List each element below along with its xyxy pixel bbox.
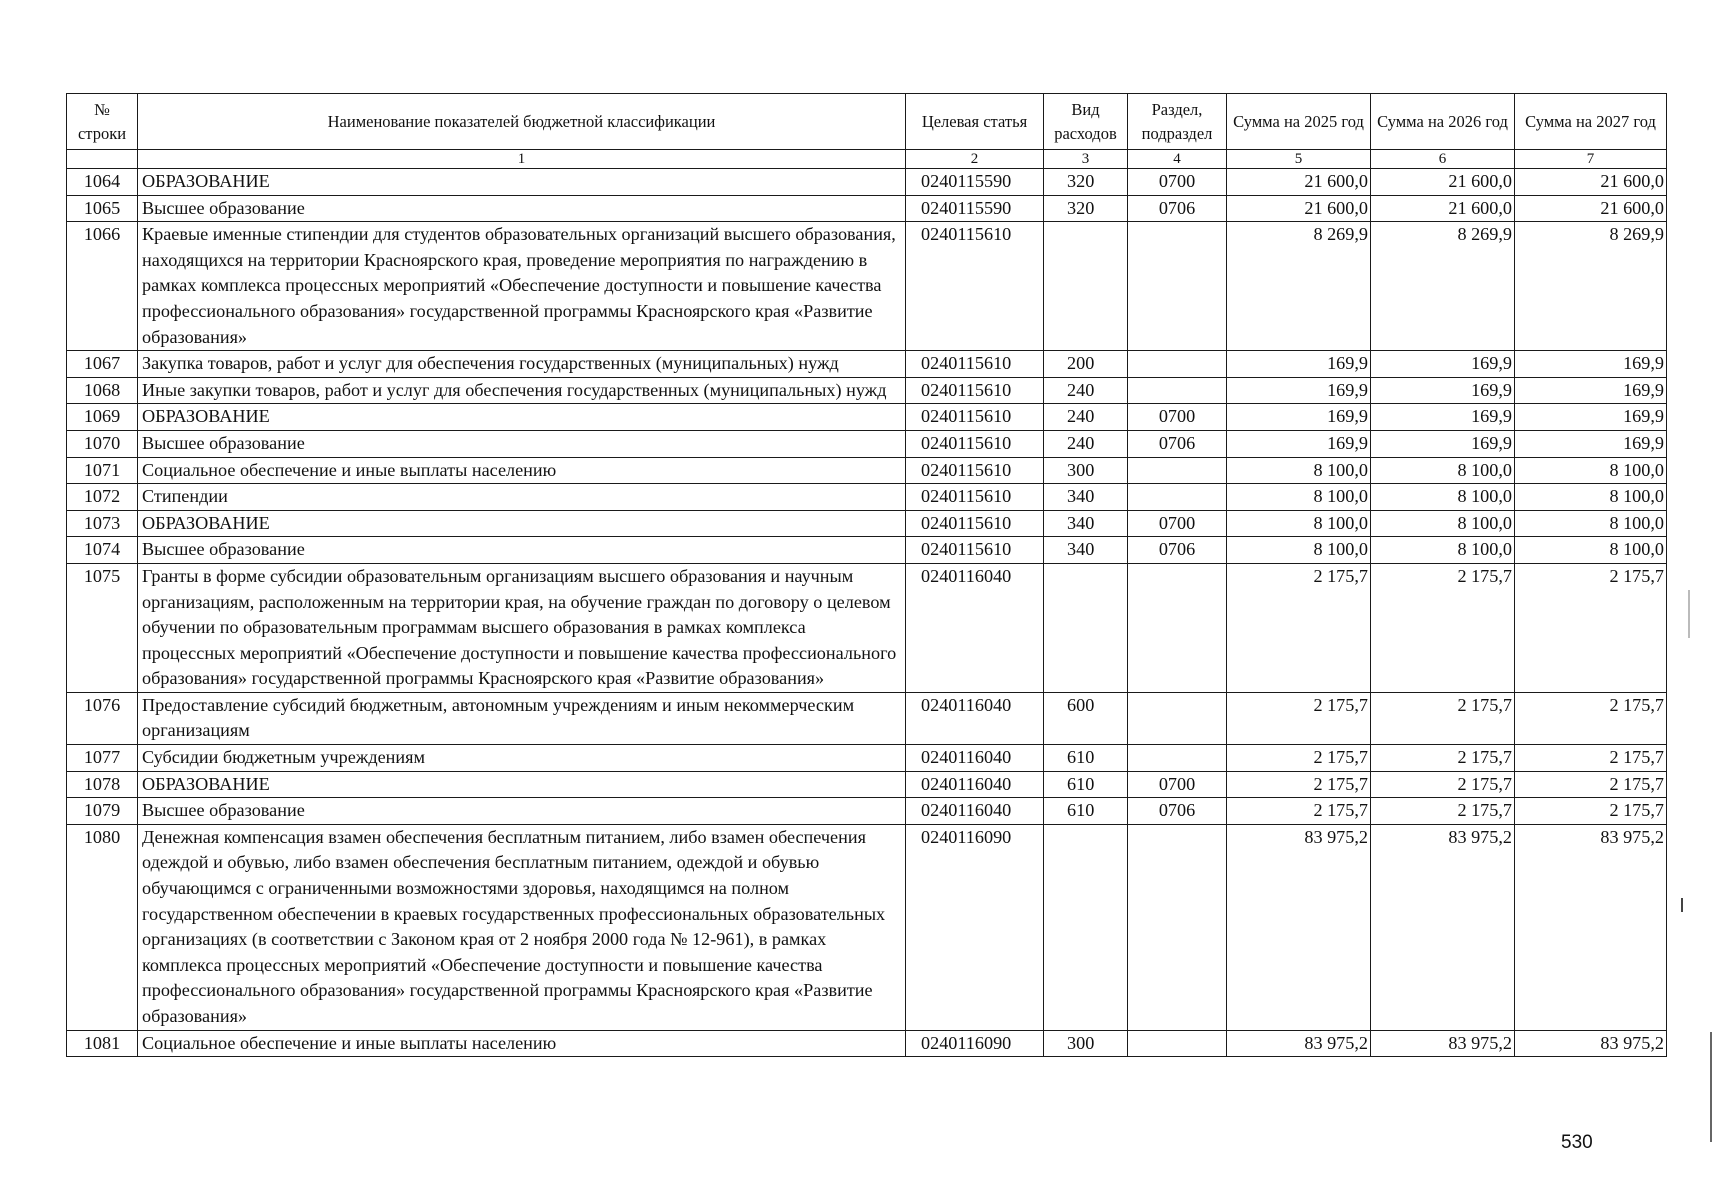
sum-2026: 83 975,2 [1371, 824, 1515, 1030]
section-code [1128, 824, 1227, 1030]
indicator-name: Краевые именные стипендии для студентов образовательных организаций высшего образования, находящихся на территории Красноярского края, проведение мероприятия по награждению в рамках комплекса процессных мероприятий «Обеспечение доступности и повышение качества профессионального образования» государственной программы Красноярского края «Развитие образования» [138, 222, 906, 351]
expense-type-code [1044, 563, 1128, 692]
sum-2025: 8 100,0 [1227, 510, 1371, 537]
header-sum-2026: Сумма на 2026 год [1371, 94, 1515, 150]
target-item-code: 0240115610 [906, 430, 1044, 457]
sum-2026: 8 100,0 [1371, 510, 1515, 537]
indicator-name: Высшее образование [138, 537, 906, 564]
sum-2025: 83 975,2 [1227, 1030, 1371, 1057]
sum-2026: 2 175,7 [1371, 798, 1515, 825]
section-code: 0700 [1128, 771, 1227, 798]
sum-2027: 2 175,7 [1515, 798, 1667, 825]
target-item-code: 0240115590 [906, 195, 1044, 222]
indicator-name: ОБРАЗОВАНИЕ [138, 169, 906, 196]
column-number: 7 [1515, 150, 1667, 169]
indicator-name: Денежная компенсация взамен обеспечения бесплатным питанием, либо взамен обеспечения одеждой и обувью, либо взамен обеспечения бесплатным питанием, одеждой и обувью обучающимся с ограниченными возможностями здоровья, находящимся на полном государственном обеспечении в краевых государственных профессиональных образовательных организациях (в соответствии с Законом края от 2 ноября 2000 года № 12-961), в рамках комплекса процессных мероприятий «Обеспечение доступности и повышение качества профессионального образования» государственной программы Красноярского края «Развитие образования» [138, 824, 906, 1030]
table-row [67, 745, 1667, 772]
expense-type-code: 320 [1044, 169, 1128, 196]
section-code [1128, 457, 1227, 484]
expense-type-code: 240 [1044, 377, 1128, 404]
table-row [67, 692, 1667, 744]
sum-2025: 2 175,7 [1227, 692, 1371, 744]
expense-type-code: 300 [1044, 457, 1128, 484]
sum-2027: 21 600,0 [1515, 195, 1667, 222]
budget-table [66, 93, 1667, 1057]
column-number-row [67, 150, 1667, 169]
sum-2027: 8 100,0 [1515, 537, 1667, 564]
section-code [1128, 377, 1227, 404]
row-number: 1066 [67, 222, 138, 351]
target-item-code: 0240115610 [906, 404, 1044, 431]
row-number: 1065 [67, 195, 138, 222]
indicator-name: ОБРАЗОВАНИЕ [138, 510, 906, 537]
indicator-name: Высшее образование [138, 195, 906, 222]
sum-2027: 2 175,7 [1515, 771, 1667, 798]
column-number: 3 [1044, 150, 1128, 169]
sum-2027: 21 600,0 [1515, 169, 1667, 196]
expense-type-code: 200 [1044, 351, 1128, 378]
scan-artifact [1681, 898, 1683, 912]
target-item-code: 0240116090 [906, 1030, 1044, 1057]
column-number: 2 [906, 150, 1044, 169]
expense-type-code: 610 [1044, 771, 1128, 798]
row-number: 1079 [67, 798, 138, 825]
indicator-name: ОБРАЗОВАНИЕ [138, 771, 906, 798]
sum-2025: 21 600,0 [1227, 195, 1371, 222]
scan-artifact [1710, 1032, 1712, 1142]
sum-2026: 169,9 [1371, 430, 1515, 457]
row-number: 1077 [67, 745, 138, 772]
header-indicator-name: Наименование показателей бюджетной классификации [138, 94, 906, 150]
header-sum-2027: Сумма на 2027 год [1515, 94, 1667, 150]
sum-2025: 2 175,7 [1227, 745, 1371, 772]
section-code: 0706 [1128, 430, 1227, 457]
expense-type-code: 340 [1044, 537, 1128, 564]
indicator-name: Стипендии [138, 484, 906, 511]
indicator-name: Предоставление субсидий бюджетным, автономным учреждениям и иным некоммерческим организациям [138, 692, 906, 744]
row-number: 1072 [67, 484, 138, 511]
indicator-name: Иные закупки товаров, работ и услуг для обеспечения государственных (муниципальных) нужд [138, 377, 906, 404]
column-number: 5 [1227, 150, 1371, 169]
table-row [67, 510, 1667, 537]
column-number: 1 [138, 150, 906, 169]
target-item-code: 0240115610 [906, 222, 1044, 351]
sum-2026: 2 175,7 [1371, 692, 1515, 744]
table-row [67, 430, 1667, 457]
table-row [67, 195, 1667, 222]
row-number: 1073 [67, 510, 138, 537]
sum-2027: 2 175,7 [1515, 692, 1667, 744]
section-code: 0706 [1128, 195, 1227, 222]
target-item-code: 0240115610 [906, 510, 1044, 537]
row-number: 1080 [67, 824, 138, 1030]
indicator-name: ОБРАЗОВАНИЕ [138, 404, 906, 431]
table-row [67, 563, 1667, 692]
sum-2026: 169,9 [1371, 377, 1515, 404]
table-row [67, 404, 1667, 431]
table-row [67, 771, 1667, 798]
header-target-item: Целевая статья [906, 94, 1044, 150]
sum-2027: 8 100,0 [1515, 510, 1667, 537]
section-code: 0700 [1128, 404, 1227, 431]
header-section: Раздел, подраздел [1128, 94, 1227, 150]
expense-type-code: 340 [1044, 484, 1128, 511]
expense-type-code: 240 [1044, 404, 1128, 431]
sum-2025: 8 100,0 [1227, 484, 1371, 511]
column-number: 6 [1371, 150, 1515, 169]
section-code [1128, 484, 1227, 511]
expense-type-code: 610 [1044, 798, 1128, 825]
row-number: 1081 [67, 1030, 138, 1057]
target-item-code: 0240115590 [906, 169, 1044, 196]
sum-2027: 8 100,0 [1515, 484, 1667, 511]
sum-2027: 8 269,9 [1515, 222, 1667, 351]
target-item-code: 0240115610 [906, 377, 1044, 404]
section-code: 0700 [1128, 510, 1227, 537]
expense-type-code [1044, 222, 1128, 351]
table-row [67, 484, 1667, 511]
target-item-code: 0240116040 [906, 745, 1044, 772]
sum-2027: 2 175,7 [1515, 745, 1667, 772]
section-code [1128, 563, 1227, 692]
section-code [1128, 1030, 1227, 1057]
section-code [1128, 745, 1227, 772]
sum-2026: 83 975,2 [1371, 1030, 1515, 1057]
row-number: 1069 [67, 404, 138, 431]
sum-2025: 169,9 [1227, 351, 1371, 378]
target-item-code: 0240116040 [906, 798, 1044, 825]
indicator-name: Закупка товаров, работ и услуг для обеспечения государственных (муниципальных) нужд [138, 351, 906, 378]
indicator-name: Субсидии бюджетным учреждениям [138, 745, 906, 772]
sum-2025: 83 975,2 [1227, 824, 1371, 1030]
sum-2027: 83 975,2 [1515, 1030, 1667, 1057]
target-item-code: 0240116040 [906, 692, 1044, 744]
sum-2025: 21 600,0 [1227, 169, 1371, 196]
target-item-code: 0240116090 [906, 824, 1044, 1030]
indicator-name: Высшее образование [138, 430, 906, 457]
sum-2025: 8 100,0 [1227, 537, 1371, 564]
expense-type-code [1044, 824, 1128, 1030]
sum-2027: 169,9 [1515, 351, 1667, 378]
expense-type-code: 240 [1044, 430, 1128, 457]
row-number: 1075 [67, 563, 138, 692]
row-number: 1076 [67, 692, 138, 744]
sum-2025: 2 175,7 [1227, 771, 1371, 798]
sum-2025: 169,9 [1227, 377, 1371, 404]
row-number: 1070 [67, 430, 138, 457]
sum-2026: 2 175,7 [1371, 563, 1515, 692]
column-number [67, 150, 138, 169]
expense-type-code: 610 [1044, 745, 1128, 772]
sum-2026: 169,9 [1371, 404, 1515, 431]
sum-2025: 169,9 [1227, 404, 1371, 431]
sum-2026: 8 100,0 [1371, 484, 1515, 511]
section-code [1128, 222, 1227, 351]
page-number: 530 [1561, 1132, 1593, 1153]
row-number: 1074 [67, 537, 138, 564]
sum-2027: 83 975,2 [1515, 824, 1667, 1030]
section-code [1128, 351, 1227, 378]
sum-2025: 169,9 [1227, 430, 1371, 457]
sum-2026: 21 600,0 [1371, 195, 1515, 222]
section-code: 0706 [1128, 798, 1227, 825]
scan-artifact [1688, 590, 1690, 638]
table-row [67, 537, 1667, 564]
target-item-code: 0240115610 [906, 537, 1044, 564]
target-item-code: 0240115610 [906, 457, 1044, 484]
row-number: 1064 [67, 169, 138, 196]
indicator-name: Высшее образование [138, 798, 906, 825]
sum-2026: 2 175,7 [1371, 745, 1515, 772]
header-row [67, 94, 1667, 150]
sum-2025: 8 100,0 [1227, 457, 1371, 484]
target-item-code: 0240116040 [906, 563, 1044, 692]
target-item-code: 0240115610 [906, 484, 1044, 511]
target-item-code: 0240115610 [906, 351, 1044, 378]
expense-type-code: 320 [1044, 195, 1128, 222]
sum-2026: 21 600,0 [1371, 169, 1515, 196]
table-row [67, 377, 1667, 404]
sum-2027: 169,9 [1515, 430, 1667, 457]
sum-2026: 8 269,9 [1371, 222, 1515, 351]
indicator-name: Гранты в форме субсидии образовательным организациям высшего образования и научным организациям, расположенным на территории края, на обучение граждан по договору о целевом обучении по образовательным программам высшего образования в рамках комплекса процессных мероприятий «Обеспечение доступности и повышение качества профессионального образования» государственной программы Красноярского края «Развитие образования» [138, 563, 906, 692]
header-sum-2025: Сумма на 2025 год [1227, 94, 1371, 150]
indicator-name: Социальное обеспечение и иные выплаты населению [138, 457, 906, 484]
table-row [67, 798, 1667, 825]
section-code: 0706 [1128, 537, 1227, 564]
sum-2025: 2 175,7 [1227, 798, 1371, 825]
sum-2027: 8 100,0 [1515, 457, 1667, 484]
expense-type-code: 600 [1044, 692, 1128, 744]
table-row [67, 222, 1667, 351]
sum-2026: 2 175,7 [1371, 771, 1515, 798]
target-item-code: 0240116040 [906, 771, 1044, 798]
section-code [1128, 692, 1227, 744]
sum-2027: 169,9 [1515, 377, 1667, 404]
sum-2027: 2 175,7 [1515, 563, 1667, 692]
header-row-number: № строки [67, 94, 138, 150]
sum-2025: 2 175,7 [1227, 563, 1371, 692]
table-row [67, 169, 1667, 196]
indicator-name: Социальное обеспечение и иные выплаты населению [138, 1030, 906, 1057]
table-row [67, 457, 1667, 484]
sum-2026: 8 100,0 [1371, 457, 1515, 484]
sum-2026: 169,9 [1371, 351, 1515, 378]
section-code: 0700 [1128, 169, 1227, 196]
expense-type-code: 300 [1044, 1030, 1128, 1057]
sum-2025: 8 269,9 [1227, 222, 1371, 351]
sum-2026: 8 100,0 [1371, 537, 1515, 564]
table-row [67, 824, 1667, 1030]
header-expense-type: Вид расходов [1044, 94, 1128, 150]
row-number: 1071 [67, 457, 138, 484]
expense-type-code: 340 [1044, 510, 1128, 537]
table-row [67, 351, 1667, 378]
table-row [67, 1030, 1667, 1057]
table-body [67, 169, 1667, 1057]
row-number: 1068 [67, 377, 138, 404]
column-number: 4 [1128, 150, 1227, 169]
row-number: 1078 [67, 771, 138, 798]
sum-2027: 169,9 [1515, 404, 1667, 431]
row-number: 1067 [67, 351, 138, 378]
